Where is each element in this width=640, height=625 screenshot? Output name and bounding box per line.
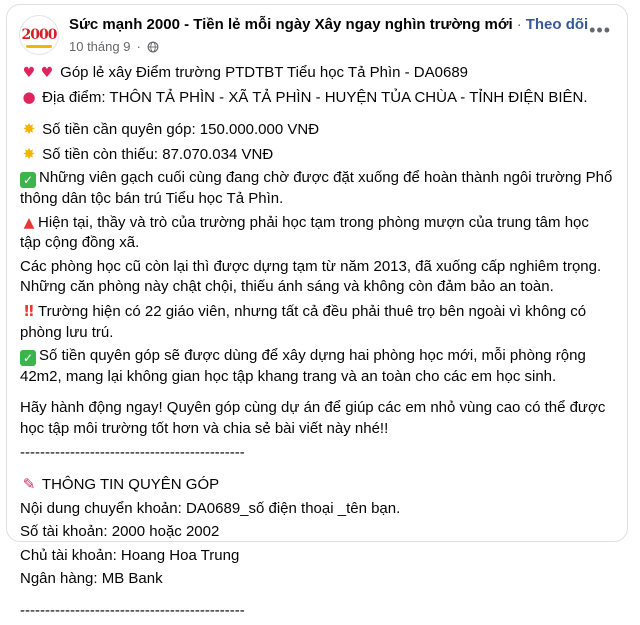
more-options-button[interactable] (589, 21, 611, 39)
avatar-logo-bar (26, 45, 52, 48)
post-meta (69, 39, 159, 54)
post-line-location (20, 87, 613, 109)
post-line-usage (20, 346, 613, 387)
page-name-link[interactable]: Sức mạnh 2000 - Tiền lẻ mỗi ngày Xây ngay nghìn trường mới (69, 16, 513, 33)
globe-icon (147, 41, 159, 53)
donation-heading-text: THÔNG TIN QUYÊN GÓP (41, 476, 220, 494)
heart-icon: ♥ (22, 65, 36, 81)
pushpin-icon: ✎ (22, 475, 36, 494)
post-line-current (20, 213, 613, 254)
double-exclamation-icon: ‼ (24, 301, 34, 320)
post-line-cta (20, 398, 613, 439)
page-avatar[interactable] (19, 15, 59, 55)
check-mark-icon: ✓ (20, 350, 36, 366)
old-rooms-text: Các phòng học cũ còn lại thì được dựng tạm từ năm 2013, đã xuống cấp nghiêm trọng. Những căn phòng này chật chội, thiếu ánh sáng và không còn đảm bảo an toàn. (20, 257, 602, 296)
teachers-text: Trường hiện có 22 giáo viên, nhưng tất cả đều phải thuê trọ bên ngoài vì không có phòng lưu trú. (20, 302, 587, 341)
donation-heading (20, 474, 613, 496)
location-pin-icon: ● (22, 87, 36, 106)
post-line-bricks (20, 168, 613, 209)
post-line-old-rooms (20, 257, 613, 298)
red-triangle-icon: ▲ (23, 214, 35, 231)
bricks-text: Những viên gạch cuối cùng đang chờ được đặt xuống để hoàn thành ngôi trường Phổ thông dân tộc bán trú Tiểu học Tả Phìn. (20, 169, 613, 207)
divider-line: --------------------------------------------- (20, 443, 245, 461)
usage-text: Số tiền quyên góp sẽ được dùng để xây dựng hai phòng học mới, mỗi phòng rộng 42m2, mang lại không gian học tập khang trang và an toàn cho các em học sinh. (20, 347, 586, 385)
goal-text: Số tiền cần quyên góp: 150.000.000 VNĐ (42, 121, 320, 139)
divider-line: --------------------------------------------- (20, 602, 245, 620)
post-line-teachers (20, 301, 613, 343)
title-text: Góp lẻ xây Điểm trường PTDTBT Tiểu học Tả Phìn - DA0689 (60, 64, 468, 81)
transfer-content: Nội dung chuyển khoản: DA0689_số điện thoại _tên bạn. (20, 499, 401, 517)
cta-text: Hãy hành động ngay! Quyên góp cùng dự án để giúp các em nhỏ vùng cao có thể được học tập môi trường tốt hơn và chia sẻ bài viết này nhé!! (20, 399, 606, 437)
post-line-goal (20, 119, 613, 141)
heart-icon: ♥ (40, 65, 54, 81)
account-number: Số tài khoản: 2000 hoặc 2002 (20, 523, 220, 541)
post-text (20, 63, 613, 625)
bank-name: Ngân hàng: MB Bank (20, 570, 163, 588)
current-text: Hiện tại, thầy và trò của trường phải học tạm trong phòng mượn của trung tâm học tập cộng đồng xã. (20, 213, 589, 252)
post-header (19, 15, 617, 61)
title-separator: · (516, 16, 522, 33)
remaining-text: Số tiền còn thiếu: 87.070.034 VNĐ (42, 145, 274, 163)
more-horizontal-icon: ••• (589, 20, 611, 40)
sparkle-icon: ✸ (22, 144, 36, 163)
title-row (69, 16, 588, 33)
check-mark-icon: ✓ (20, 172, 36, 188)
meta-separator: · (136, 39, 141, 54)
location-text: Địa điểm: THÔN TẢ PHÌN - XÃ TẢ PHÌN - HUYỆN TỦA CHÙA - TỈNH ĐIỆN BIÊN. (42, 88, 588, 106)
post-line-title (20, 63, 613, 84)
sparkle-icon: ✸ (22, 120, 36, 139)
avatar-logo: 2000 (21, 27, 57, 43)
account-holder: Chủ tài khoản: Hoang Hoa Trung (20, 546, 240, 564)
post-timestamp[interactable]: 10 tháng 9 (69, 39, 131, 54)
follow-button[interactable]: Theo dõi (525, 16, 589, 33)
facebook-post-card (6, 4, 628, 620)
post-line-remaining (20, 144, 613, 166)
